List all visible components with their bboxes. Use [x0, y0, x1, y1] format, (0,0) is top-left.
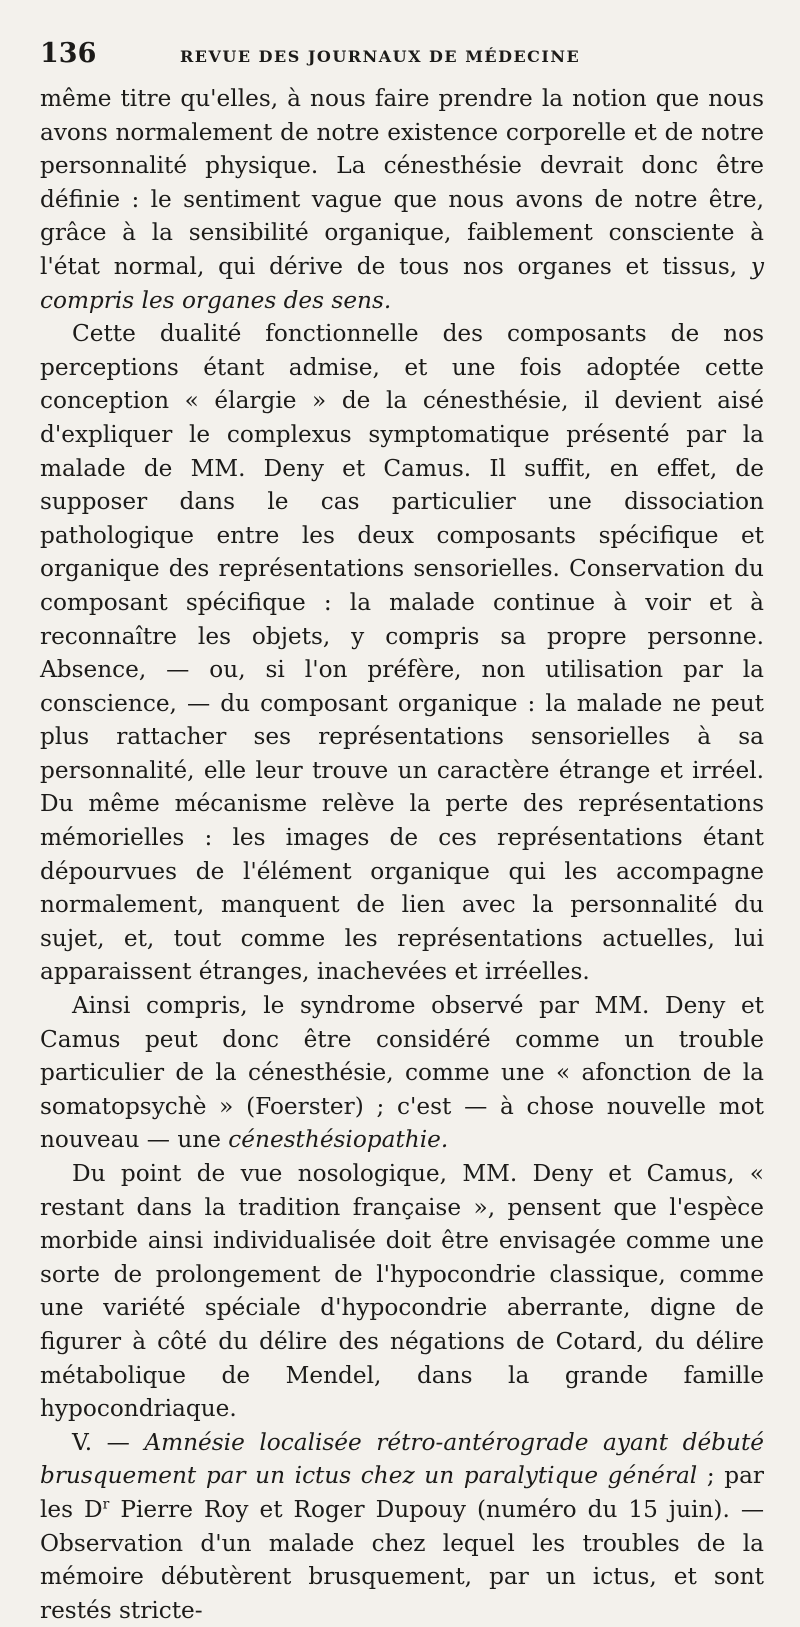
paragraph-3-text: Ainsi compris, le syndrome observé par MM. Deny et Camus peut donc être considéré comme un trouble particulier de la cénesthésie, comme une « afonction de la somatopsychè » (Foerster) ; c'est — à chose nouvelle mot nouveau — une: [40, 992, 764, 1154]
paragraph-1-italic: y compris les organes des sens.: [40, 252, 764, 314]
paragraph-5-title: Amnésie localisée rétro-antérograde ayant débuté brusquement par un ictus chez un paralytique général: [40, 1428, 764, 1490]
paragraph-5: [40, 1426, 764, 1627]
paragraph-3: [40, 989, 764, 1157]
paragraph-5-numeral: V. —: [72, 1428, 145, 1456]
paragraph-4: Du point de vue nosologique, MM. Deny et Camus, « restant dans la tradition française », pensent que l'espèce morbide ainsi individualisée doit être envisagée comme une sorte de prolongement de l'hypocondrie classique, comme une variété spéciale d'hypocondrie aberrante, digne de figurer à côté du délire des négations de Cotard, du délire métabolique de Mendel, dans la grande famille hypocondriaque.: [40, 1160, 764, 1423]
body-text: [40, 82, 764, 1627]
paragraph-3-italic: cénesthésiopathie.: [228, 1126, 449, 1154]
paragraph-5-superscript: r: [102, 1496, 110, 1513]
paragraph-5-text-a: ; par les D: [40, 1462, 764, 1523]
paragraph-1-text: même titre qu'elles, à nous faire prendre la notion que nous avons normalement de notre existence corporelle et de notre personnalité physique. La cénesthésie devrait donc être définie : le sentiment vague que nous avons de notre être, grâce à la sensibilité organique, faiblement consciente à l'état normal, qui dérive de tous nos organes et tissus,: [40, 85, 764, 280]
page-header: [40, 38, 764, 74]
paragraph-1: [40, 82, 764, 317]
paragraph-2: Cette dualité fonctionnelle des composants de nos perceptions étant admise, et une fois adoptée cette conception « élargie » de la cénesthésie, il devient aisé d'expliquer le complexus symptomatique présenté par la malade de MM. Deny et Camus. Il suffit, en effet, de supposer dans le cas particulier une dissociation pathologique entre les deux composants spécifique et organique des représentations sensorielles. Conservation du composant spécifique : la malade continue à voir et à reconnaître les objets, y compris sa propre personne. Absence, — ou, si l'on préfère, non utilisation par la conscience, — du composant organique : la malade ne peut plus rattacher ses représentations sensorielles à sa personnalité, elle leur trouve un caractère étrange et irréel. Du même mécanisme relève la perte des représentations mémorielles : les images de ces représentations étant dépourvues de l'élément organique qui les accompagne normalement, manquent de lien avec la personnalité du sujet, et, tout comme les représentations actuelles, lui apparaissent étranges, inachevées et irréelles.: [40, 320, 764, 986]
paragraph-5-text-b: Pierre Roy et Roger Dupouy (numéro du 15 juin). — Observation d'un malade chez lequel les troubles de la mémoire débutèrent brusquement, par un ictus, et sont restés stricte-: [40, 1495, 765, 1624]
running-head: REVUE DES JOURNAUX DE MÉDECINE: [180, 47, 581, 66]
page-number: 136: [40, 38, 97, 69]
